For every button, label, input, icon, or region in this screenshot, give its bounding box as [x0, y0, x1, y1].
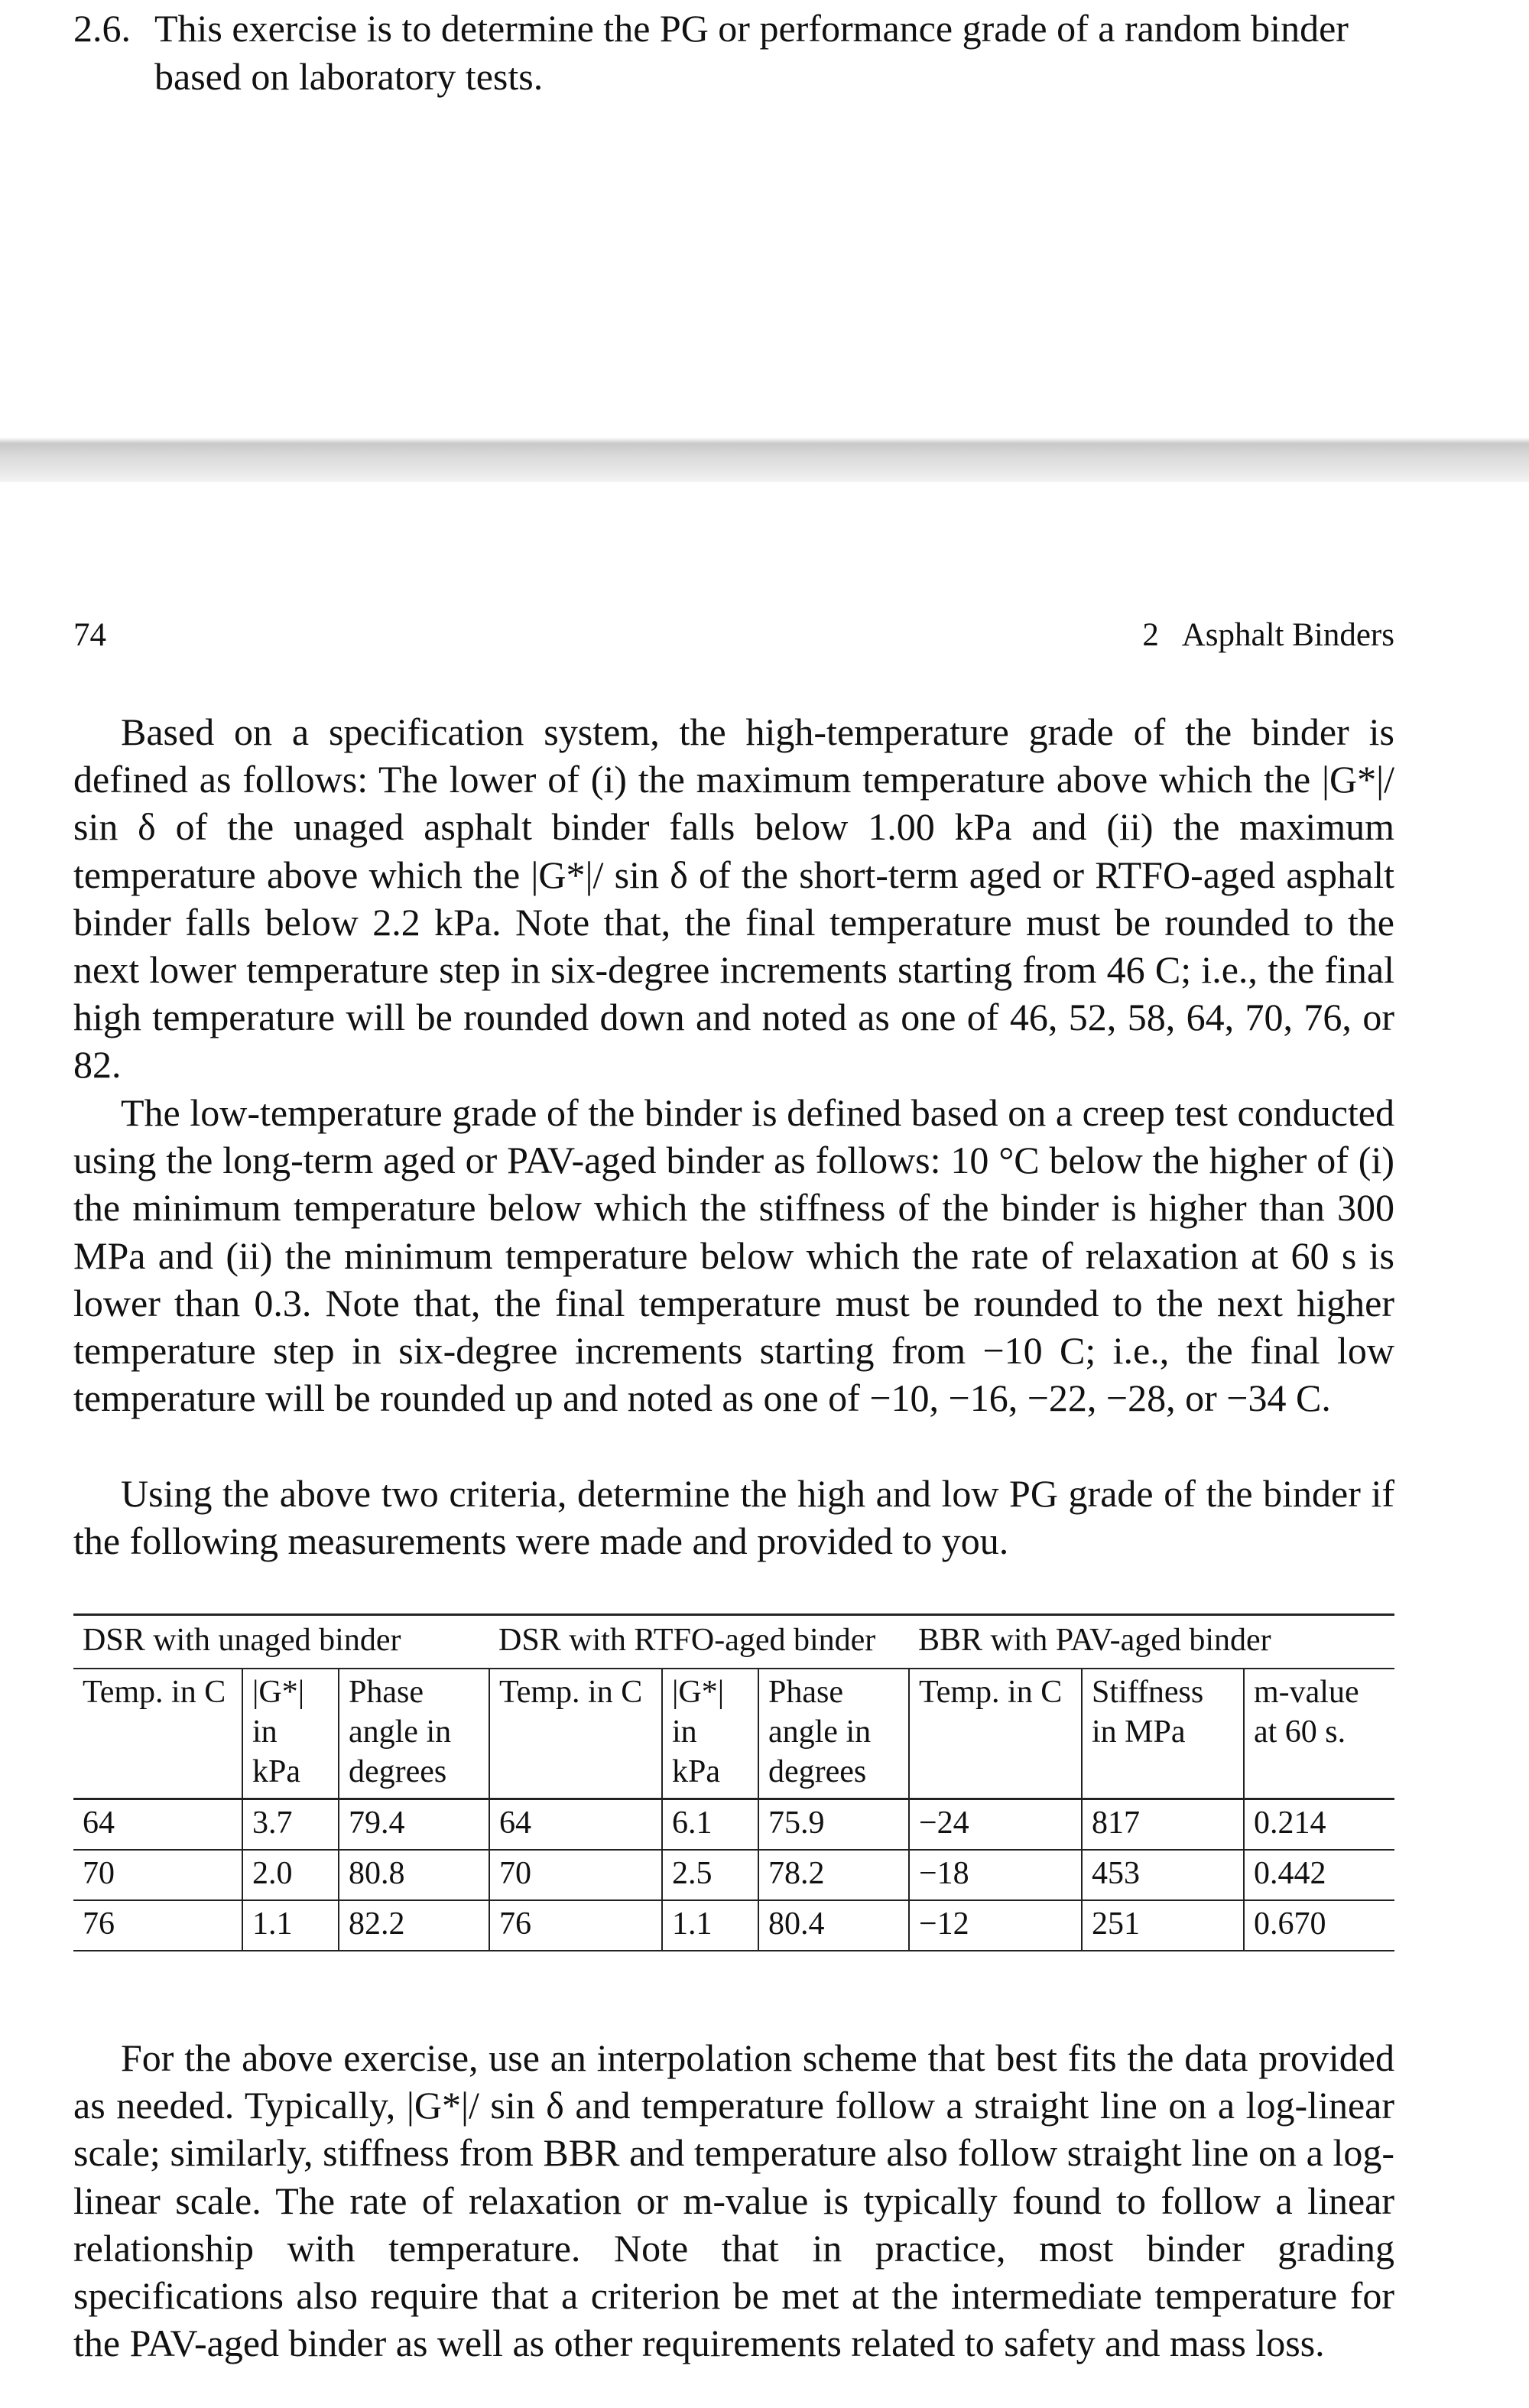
- measurements-table: [73, 1613, 1394, 1951]
- table-cell: −18: [909, 1850, 1082, 1900]
- chapter-running-head: 2 Asphalt Binders: [1142, 617, 1394, 653]
- column-header: Phase angle in degrees: [758, 1669, 909, 1799]
- table-cell: 76: [73, 1900, 242, 1951]
- book-page: [0, 482, 1529, 2408]
- exercise-statement-line-1: This exercise is to determine the PG or performance grade of a random binder: [154, 7, 1349, 50]
- page-break-divider: [0, 437, 1529, 482]
- table-cell: 0.670: [1244, 1900, 1394, 1951]
- table-cell: 76: [489, 1900, 662, 1951]
- table-cell: 1.1: [242, 1900, 339, 1951]
- table-cell: 817: [1082, 1799, 1244, 1851]
- table-cell: 80.4: [758, 1900, 909, 1951]
- column-header: Temp. in C: [73, 1669, 242, 1799]
- table-row: [73, 1799, 1394, 1851]
- low-temperature-paragraph: The low-temperature grade of the binder is defined based on a creep test conducted using the long-term aged or PAV-aged binder as follows: 10 °C below the higher of (i) the minimum temperature below which the stiffness of the binder is higher than 300 MPa and (ii) the minimum temperature below which the rate of relaxation at 60 s is lower than 0.3. Note that, the final temperature must be rounded to the next higher temperature step in six-degree increments starting from −10 C; i.e., the final low temperature will be rounded up and noted as one of −10, −16, −22, −28, or −34 C.: [73, 1091, 1394, 1420]
- group-header-rtfo: DSR with RTFO-aged binder: [489, 1615, 909, 1669]
- table-cell: 6.1: [662, 1799, 758, 1851]
- column-header: |G*| in kPa: [662, 1669, 758, 1799]
- group-header-pav: BBR with PAV-aged binder: [909, 1615, 1394, 1669]
- table-cell: 70: [73, 1850, 242, 1900]
- column-header: Temp. in C: [489, 1669, 662, 1799]
- table-cell: −12: [909, 1900, 1082, 1951]
- table-cell: 1.1: [662, 1900, 758, 1951]
- table-cell: 0.442: [1244, 1850, 1394, 1900]
- table-cell: 79.4: [339, 1799, 489, 1851]
- previous-page-fragment: [0, 0, 1529, 437]
- column-header: |G*| in kPa: [242, 1669, 339, 1799]
- page-number: 74: [73, 617, 106, 653]
- task-paragraph: Using the above two criteria, determine the high and low PG grade of the binder if the following measurements were made and provided to you.: [73, 1472, 1394, 1563]
- table-cell: 0.214: [1244, 1799, 1394, 1851]
- table-cell: 453: [1082, 1850, 1244, 1900]
- table-cell: 64: [489, 1799, 662, 1851]
- table-cell: −24: [909, 1799, 1082, 1851]
- table-cell: 80.8: [339, 1850, 489, 1900]
- table-cell: 251: [1082, 1900, 1244, 1951]
- group-header-unaged: DSR with unaged binder: [73, 1615, 489, 1669]
- table-cell: 70: [489, 1850, 662, 1900]
- column-header: Phase angle in degrees: [339, 1669, 489, 1799]
- closing-paragraph: For the above exercise, use an interpolation scheme that best fits the data provided as needed. Typically, |G*|/ sin δ and temperature follow a straight line on a log-linear scale; similarly, stiffness from BBR and temperature also follow straight line on a log-linear scale. The rate of relaxation or m-value is typically found to follow a linear relationship with temperature. Note that in practice, most binder grading specifications also require that a criterion be met at the intermediate temperature for the PAV-aged binder as well as other requirements related to safety and mass loss.: [73, 2036, 1394, 2365]
- table-cell: 75.9: [758, 1799, 909, 1851]
- table-cell: 2.5: [662, 1850, 758, 1900]
- table-row: [73, 1850, 1394, 1900]
- table-cell: 82.2: [339, 1900, 489, 1951]
- table-cell: 78.2: [758, 1850, 909, 1900]
- exercise-number: 2.6.: [73, 7, 131, 50]
- table-cell: 2.0: [242, 1850, 339, 1900]
- high-temperature-paragraph: Based on a specification system, the high-temperature grade of the binder is defined as follows: The lower of (i) the maximum temperature above which the |G*|/ sin δ of the unaged asphalt binder falls below 1.00 kPa and (ii) the maximum temperature above which the |G*|/ sin δ of the short-term aged or RTFO-aged asphalt binder falls below 2.2 kPa. Note that, the final temperature must be rounded to the next lower temperature step in six-degree increments starting from 46 C; i.e., the final high temperature will be rounded down and noted as one of 46, 52, 58, 64, 70, 76, or 82.: [73, 710, 1394, 1087]
- column-header: Temp. in C: [909, 1669, 1082, 1799]
- table-cell: 64: [73, 1799, 242, 1851]
- column-header: m-value at 60 s.: [1244, 1669, 1394, 1799]
- column-header: Stiffness in MPa: [1082, 1669, 1244, 1799]
- exercise-statement-line-2: based on laboratory tests.: [154, 55, 544, 98]
- table-cell: 3.7: [242, 1799, 339, 1851]
- table-row: [73, 1900, 1394, 1951]
